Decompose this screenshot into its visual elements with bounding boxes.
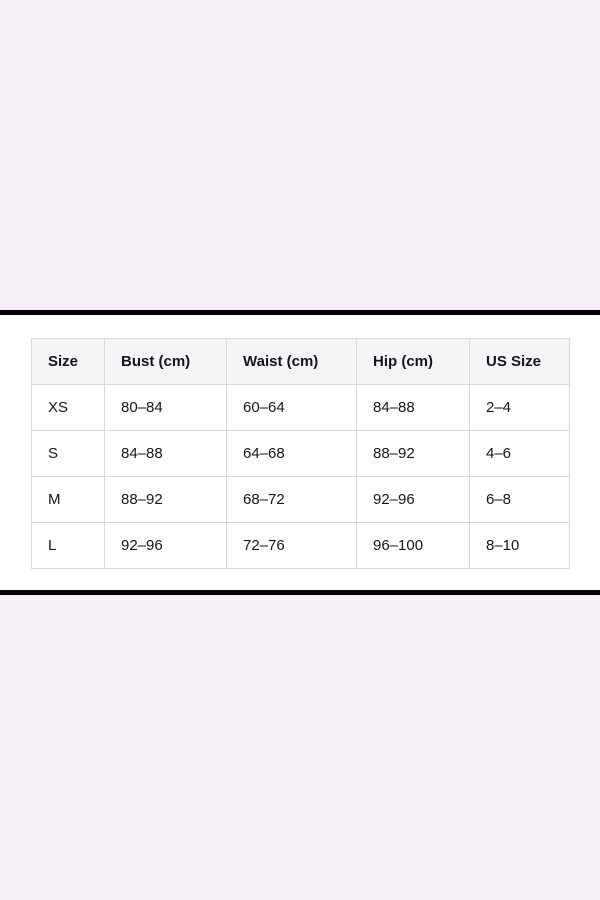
size-chart-table [31,338,570,569]
cell-bust: 92–96 [105,523,227,569]
column-header-size: Size [32,339,105,385]
table-row [32,385,570,431]
cell-size: L [32,523,105,569]
cell-waist: 64–68 [227,431,357,477]
bottom-background-band [0,595,600,900]
cell-size: S [32,431,105,477]
table-header-row [32,339,570,385]
cell-size: M [32,477,105,523]
cell-us-size: 6–8 [470,477,570,523]
top-background-band [0,0,600,310]
cell-hip: 88–92 [357,431,470,477]
column-header-hip: Hip (cm) [357,339,470,385]
table-row [32,477,570,523]
cell-hip: 96–100 [357,523,470,569]
size-chart-card [0,315,600,590]
column-header-us-size: US Size [470,339,570,385]
cell-bust: 88–92 [105,477,227,523]
cell-us-size: 8–10 [470,523,570,569]
column-header-bust: Bust (cm) [105,339,227,385]
cell-bust: 80–84 [105,385,227,431]
cell-bust: 84–88 [105,431,227,477]
cell-waist: 68–72 [227,477,357,523]
cell-us-size: 4–6 [470,431,570,477]
cell-us-size: 2–4 [470,385,570,431]
table-row [32,523,570,569]
cell-hip: 92–96 [357,477,470,523]
table-row [32,431,570,477]
column-header-waist: Waist (cm) [227,339,357,385]
cell-hip: 84–88 [357,385,470,431]
cell-waist: 60–64 [227,385,357,431]
cell-size: XS [32,385,105,431]
cell-waist: 72–76 [227,523,357,569]
